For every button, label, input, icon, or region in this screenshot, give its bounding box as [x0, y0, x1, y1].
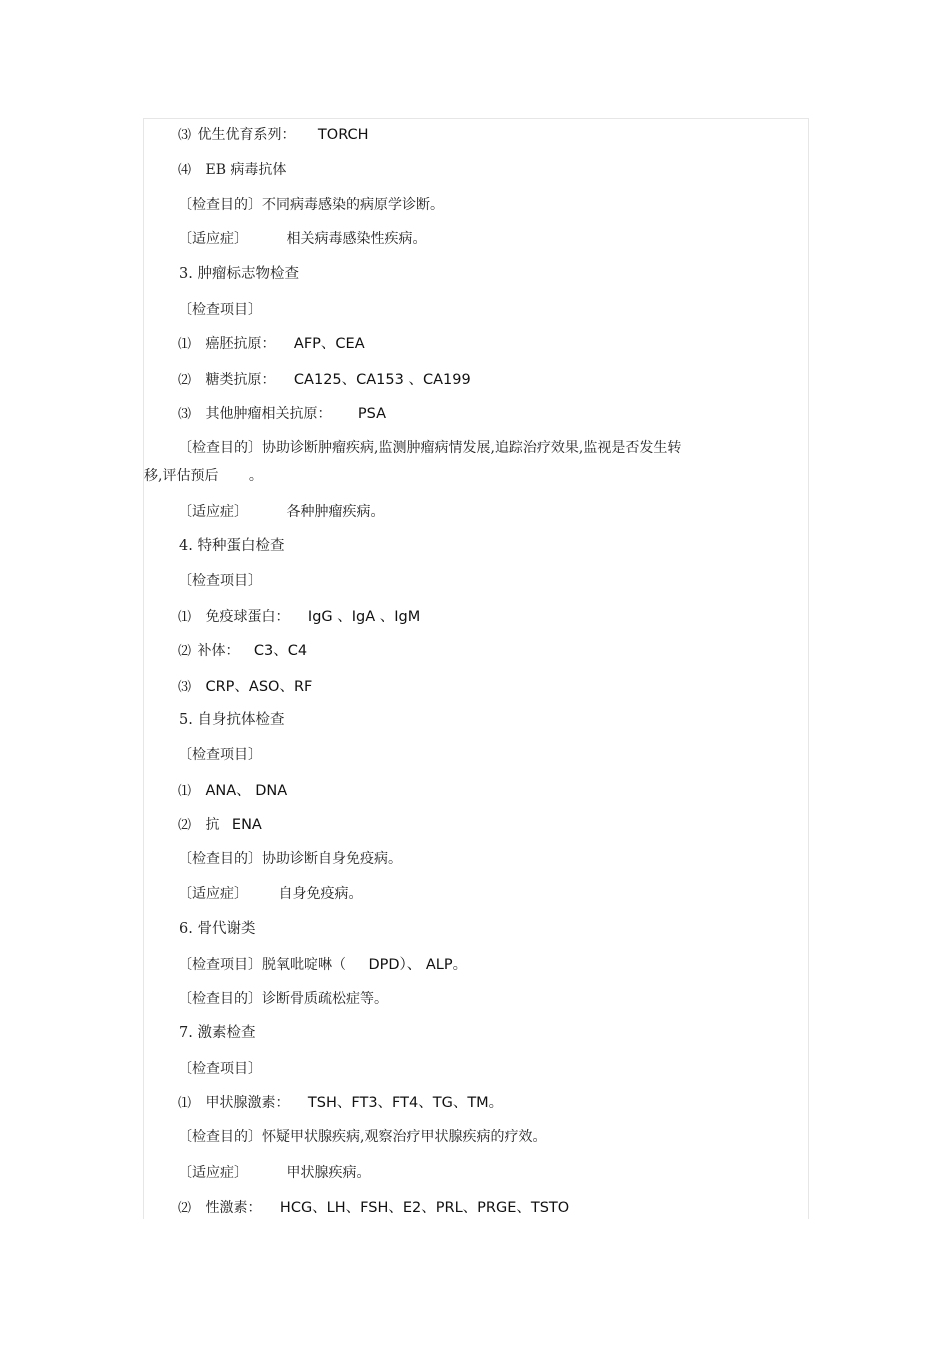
document-page	[143, 118, 809, 1219]
line-text: 自身免疫病。	[278, 886, 363, 902]
text-line	[144, 571, 808, 591]
item-number: ⑴	[178, 1096, 192, 1111]
line-value: TORCH	[317, 127, 369, 143]
line-text: 〔检查目的〕协助诊断肿瘤疾病,监测肿瘤病情发展,追踪治疗效果,监视是否发生转	[178, 440, 682, 456]
text-line	[144, 466, 808, 486]
line-text: 〔检查目的〕怀疑甲状腺疾病,观察治疗甲状腺疾病的疗效。	[178, 1129, 547, 1145]
text-line	[144, 1059, 808, 1079]
line-value: ENA	[231, 817, 262, 833]
line-value: C3、C4	[253, 643, 308, 659]
item-number: ⑶	[178, 407, 192, 422]
text-line	[144, 815, 808, 836]
text-line	[144, 989, 808, 1009]
line-value: DPD）、 ALP。	[368, 957, 468, 973]
text-line	[144, 438, 808, 458]
text-line	[144, 781, 808, 802]
line-label: 〔适应症〕	[178, 504, 248, 520]
text-line	[144, 1127, 808, 1147]
heading-text: 7. 激素检查	[179, 1025, 256, 1041]
line-label: 〔检查项目〕	[178, 302, 262, 318]
text-line	[144, 160, 808, 181]
line-value: CRP、ASO、RF	[205, 679, 313, 695]
line-label: 〔适应症〕	[178, 886, 248, 902]
line-value: HCG、LH、FSH、E2、PRL、PRGE、TSTO	[279, 1200, 570, 1216]
heading-text: 5. 自身抗体检查	[179, 712, 285, 728]
text-line	[144, 884, 808, 904]
line-text: 其他肿瘤相关抗原：	[205, 406, 332, 422]
text-line	[144, 229, 808, 249]
line-text: 甲状腺激素：	[205, 1095, 290, 1111]
text-line	[144, 641, 808, 662]
line-text: 癌胚抗原：	[205, 336, 276, 352]
text-line	[144, 195, 808, 215]
text-line	[144, 607, 808, 628]
section-heading	[144, 919, 808, 939]
item-number: ⑴	[178, 337, 192, 352]
line-value: AFP、CEA	[293, 336, 365, 352]
line-text: 甲状腺疾病。	[286, 1165, 371, 1181]
line-text: 〔检查项目〕脱氧吡啶啉（	[178, 957, 346, 973]
text-line	[144, 370, 808, 391]
line-text: 免疫球蛋白：	[205, 609, 290, 625]
text-line	[144, 1093, 808, 1114]
line-label: 〔检查项目〕	[178, 1061, 262, 1077]
line-label: 〔检查项目〕	[178, 573, 262, 589]
text-line	[144, 849, 808, 869]
text-line	[144, 334, 808, 355]
item-number: ⑶	[178, 128, 192, 143]
line-text: 优生优育系列：	[197, 127, 296, 143]
text-line	[144, 125, 808, 146]
line-text: 性激素：	[205, 1200, 262, 1216]
line-value: ANA、 DNA	[205, 783, 288, 799]
line-text: 〔检查目的〕协助诊断自身免疫病。	[178, 851, 402, 867]
section-heading	[144, 264, 808, 284]
line-punct: 。	[248, 468, 263, 484]
text-line	[144, 1198, 808, 1219]
text-line	[144, 1163, 808, 1183]
text-line	[144, 502, 808, 522]
section-heading	[144, 536, 808, 556]
line-text: 补体：	[197, 643, 240, 659]
item-number: ⑵	[178, 644, 192, 659]
item-number: ⑴	[178, 610, 192, 625]
line-text: 各种肿瘤疾病。	[286, 504, 385, 520]
section-heading	[144, 710, 808, 730]
line-value: CA125、CA153 、CA199	[293, 372, 471, 388]
line-label: 〔检查项目〕	[178, 747, 262, 763]
line-value: IgG 、IgA 、IgM	[307, 609, 421, 625]
heading-text: 6. 骨代谢类	[179, 921, 256, 937]
line-value: PSA	[357, 406, 387, 422]
item-number: ⑶	[178, 680, 192, 695]
heading-text: 3. 肿瘤标志物检查	[179, 266, 299, 282]
line-value: TSH、FT3、FT4、TG、TM。	[307, 1095, 504, 1111]
text-line	[144, 404, 808, 425]
line-text: EB 病毒抗体	[205, 162, 287, 178]
line-text: 糖类抗原：	[205, 372, 276, 388]
line-label: 〔适应症〕	[178, 1165, 248, 1181]
line-text: 移,评估预后	[144, 468, 219, 484]
section-heading	[144, 1023, 808, 1043]
item-number: ⑴	[178, 784, 192, 799]
line-text: 相关病毒感染性疾病。	[286, 231, 427, 247]
item-number: ⑵	[178, 818, 192, 833]
item-number: ⑷	[178, 163, 192, 178]
text-line	[144, 955, 808, 975]
line-text: 〔检查目的〕不同病毒感染的病原学诊断。	[178, 197, 444, 213]
text-line	[144, 745, 808, 765]
item-number: ⑵	[178, 1201, 192, 1216]
line-text: 〔检查目的〕诊断骨质疏松症等。	[178, 991, 388, 1007]
heading-text: 4. 特种蛋白检查	[179, 538, 285, 554]
item-number: ⑵	[178, 373, 192, 388]
line-label: 〔适应症〕	[178, 231, 248, 247]
text-line	[144, 677, 808, 698]
text-line	[144, 300, 808, 320]
line-text: 抗	[205, 817, 220, 833]
